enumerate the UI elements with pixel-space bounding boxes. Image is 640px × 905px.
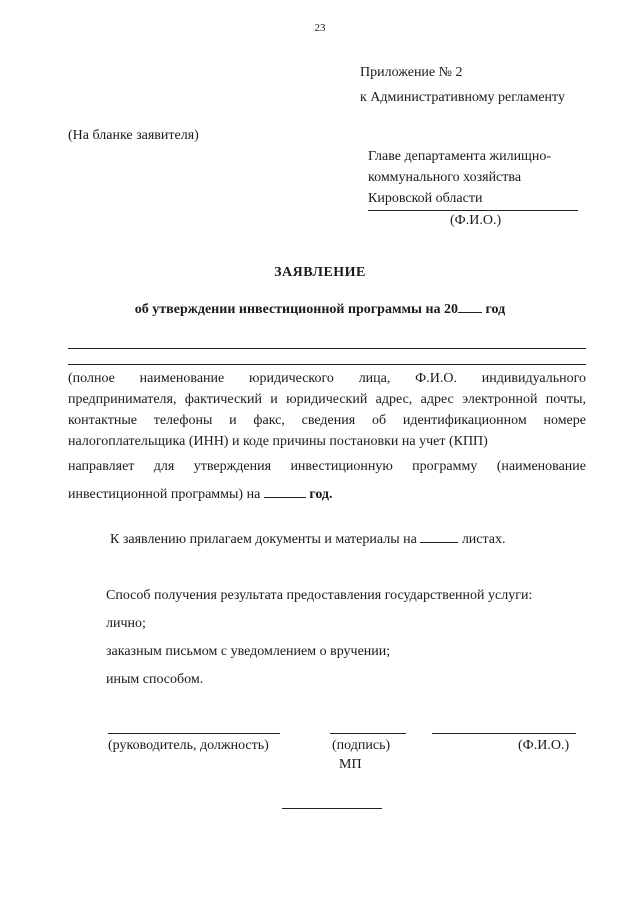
sends-line: направляет для утверждения инвестиционную программу (наименование bbox=[68, 459, 586, 474]
addressee-line: коммунального хозяйства bbox=[368, 170, 522, 185]
addressee-fio-caption: (Ф.И.О.) bbox=[450, 213, 502, 228]
appendix-block bbox=[360, 60, 565, 110]
document-title: ЗАЯВЛЕНИЕ bbox=[274, 265, 366, 280]
sends-text: инвестиционной программы) на bbox=[68, 487, 261, 502]
method-option-registered-mail: заказным письмом с уведомлением о вручении; bbox=[106, 644, 391, 659]
subtitle-year-word: год bbox=[485, 302, 506, 317]
document-subtitle bbox=[0, 300, 640, 318]
method-option-in-person: лично; bbox=[106, 616, 146, 631]
signature-line bbox=[330, 733, 406, 734]
signature-caption: (подпись) bbox=[332, 738, 391, 753]
applicant-blank-line bbox=[68, 364, 586, 365]
year-blank bbox=[458, 300, 482, 313]
subtitle-text: об утверждении инвестиционной программы на 20 bbox=[134, 302, 459, 317]
addressee-line: Кировской области bbox=[368, 191, 483, 206]
attachments-line bbox=[110, 530, 506, 548]
addressee-fio-blank bbox=[368, 210, 578, 211]
applicant-blank-line bbox=[68, 348, 586, 349]
position-caption: (руководитель, должность) bbox=[108, 738, 269, 753]
fio-signature-line bbox=[432, 733, 576, 734]
seal-caption: МП bbox=[339, 757, 362, 772]
delivery-method-block bbox=[106, 582, 532, 694]
program-year-blank bbox=[264, 485, 306, 498]
addressee-block bbox=[368, 146, 551, 209]
sends-paragraph bbox=[68, 453, 586, 509]
method-option-other: иным способом. bbox=[106, 672, 204, 687]
applicant-description: (полное наименование юридического лица, Ф.И.О. индивидуального предпринимателя, фактический и юридический адрес, адрес электронной почты, контактные телефоны и факс, сведения об идентификационном номере налогоплательщика (ИНН) и коде причины постановки на учет (КПП) bbox=[68, 371, 586, 449]
page-number: 23 bbox=[314, 22, 326, 34]
sends-year-word: год. bbox=[309, 487, 333, 502]
sheets-count-blank bbox=[420, 530, 458, 543]
method-title: Способ получения результата предоставления государственной услуги: bbox=[106, 588, 533, 603]
addressee-line: Главе департамента жилищно- bbox=[368, 149, 551, 164]
attachments-text: К заявлению прилагаем документы и материалы на bbox=[110, 532, 417, 547]
position-signature-line bbox=[108, 733, 280, 734]
footer-rule bbox=[282, 808, 382, 809]
fio-caption: (Ф.И.О.) bbox=[518, 738, 570, 753]
appendix-reference: к Административному регламенту bbox=[360, 90, 565, 105]
appendix-number: Приложение № 2 bbox=[360, 65, 463, 80]
attachments-sheets-word: листах. bbox=[461, 532, 506, 547]
letterhead-note: (На бланке заявителя) bbox=[68, 128, 199, 143]
sends-line-2 bbox=[68, 481, 586, 509]
